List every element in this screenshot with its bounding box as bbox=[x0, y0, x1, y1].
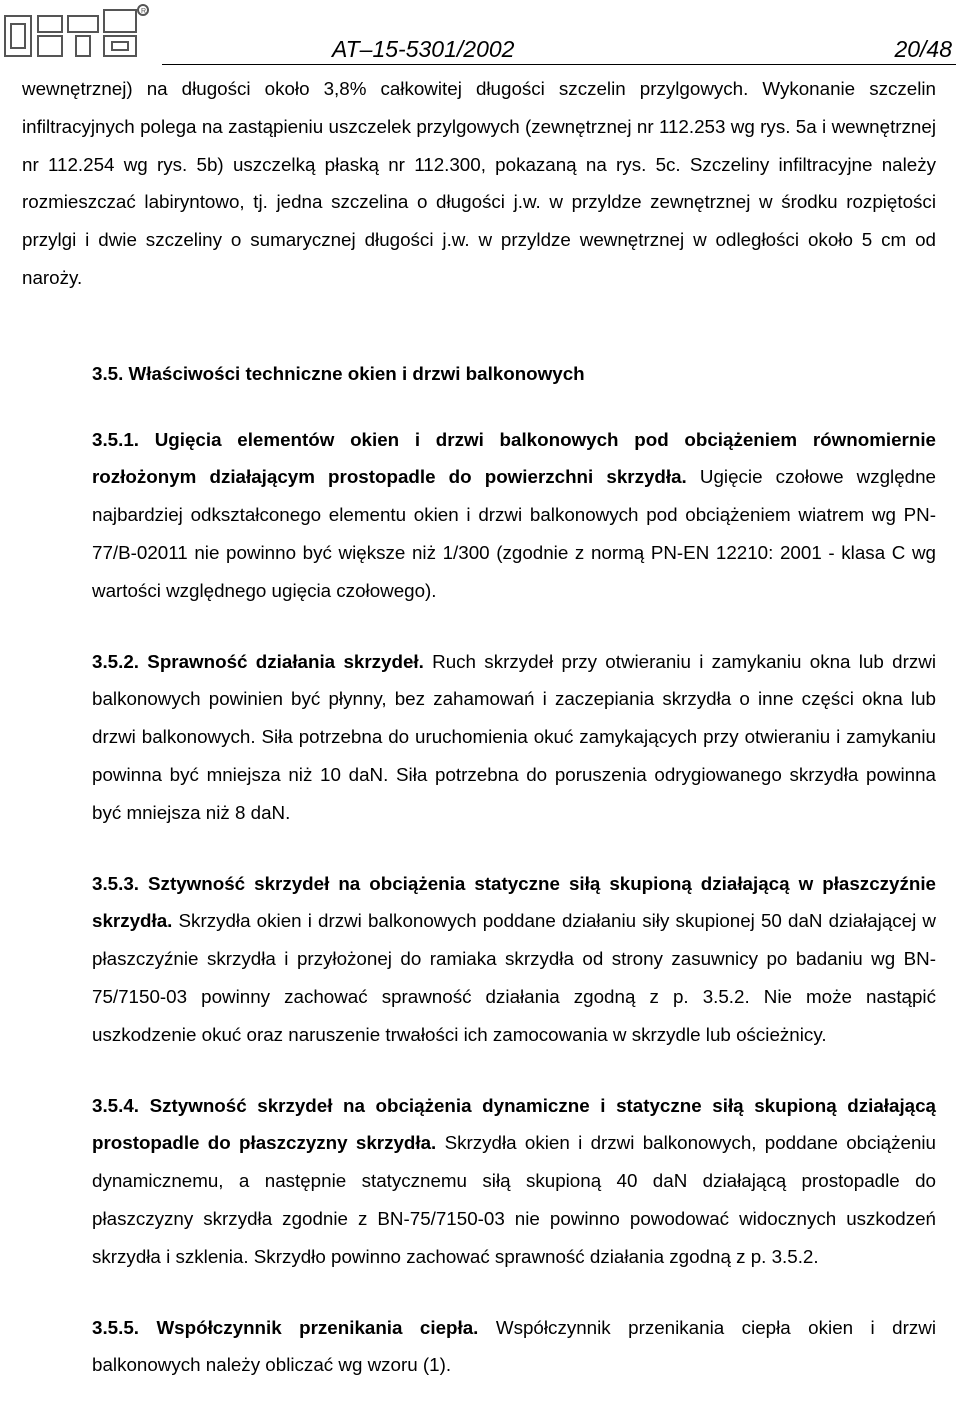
document-body bbox=[22, 70, 936, 1384]
section-3-5-5 bbox=[22, 1309, 936, 1385]
document-id: AT–15-5301/2002 bbox=[332, 36, 515, 62]
text-3-5-1: Ugięcie czołowe względne najbardziej odkształconego elementu okien i drzwi balkonowych pod obciążeniem wiatrem wg PN-77/B-02011 nie powinno być większe niż 1/300 (zgodnie z normą PN-EN 12210: 2001 - klasa C wg wartości względnego ugięcia czołowego). bbox=[92, 466, 936, 601]
heading-3-5-2: 3.5.2. Sprawność działania skrzydeł. bbox=[92, 650, 424, 672]
page-number: 20/48 bbox=[894, 36, 952, 62]
heading-3-5-5: 3.5.5. Współczynnik przenikania ciepła. bbox=[92, 1316, 479, 1338]
text-3-5-4: Skrzydła okien i drzwi balkonowych, poddane obciążeniu dynamicznemu, a następnie statycznemu siłą skupioną 40 daN działającą prostopadle do płaszczyzny skrzydła zgodnie z BN-75/7150-03 nie powinno powodować widocznych uszkodzeń skrzydła i szklenia. Skrzydło powinno zachować sprawność działania zgodną z p. 3.5.2. bbox=[92, 1132, 937, 1267]
page-header bbox=[0, 0, 960, 70]
section-3-5-4 bbox=[22, 1087, 936, 1276]
text-3-5-2: Ruch skrzydeł przy otwieraniu i zamykaniu okna lub drzwi balkonowych powinien być płynny, bez zahamowań i zaczepiania skrzydła o inne części okna lub drzwi balkonowych. Siła potrzebna do uruchomienia okuć zamykających przy otwieraniu i zamykaniu powinna być mniejsza niż 10 daN. Siła potrzebna do poruszenia odrygiowanego skrzydła powinna być mniejsza niż 8 daN. bbox=[92, 650, 936, 823]
heading-3-5-3: 3.5.3. Sztywność skrzydeł na obciążenia statyczne siłą skupioną działającą w płaszczyźnie skrzydła. bbox=[92, 872, 936, 932]
heading-3-5-4: 3.5.4. Sztywność skrzydeł na obciążenia dynamiczne i statyczne siłą skupioną działającą prostopadle do płaszczyzny skrzydła. bbox=[92, 1094, 936, 1154]
section-3-5-2 bbox=[22, 643, 936, 832]
itb-logo bbox=[2, 2, 150, 62]
text-3-5-5: Współczynnik przenikania ciepła okien i drzwi balkonowych należy obliczać wg wzoru (1). bbox=[92, 1316, 936, 1376]
header-rule bbox=[162, 64, 956, 65]
section-heading: 3.5. Właściwości techniczne okien i drzwi balkonowych bbox=[92, 362, 585, 384]
svg-text:R: R bbox=[141, 8, 147, 15]
heading-3-5-1: 3.5.1. Ugięcia elementów okien i drzwi balkonowych pod obciążeniem równomiernie rozłożonym działającym prostopadle do powierzchni skrzydła. bbox=[92, 428, 936, 488]
text-3-5-3: Skrzydła okien i drzwi balkonowych poddane działaniu siły skupionej 50 daN działającej w płaszczyźnie skrzydła i przyłożonej do ramiaka skrzydła od strony zasuwnicy po badaniu wg BN-75/7150-03 powinny zachować sprawność działania zgodną z p. 3.5.2. Nie może nastąpić uszkodzenie okuć oraz naruszenie trwałości ich zamocowania w skrzydle lub ościeżnicy. bbox=[92, 910, 936, 1045]
paragraph-intro: wewnętrznej) na długości około 3,8% całkowitej długości szczelin przylgowych. Wykonanie szczelin infiltracyjnych polega na zastąpieniu uszczelek przylgowych (zewnętrznej nr 112.253 wg rys. 5a i wewnętrznej nr 112.254 wg rys. 5b) uszczelką płaską nr 112.300, pokazaną na rys. 5c. Szczeliny infiltracyjne należy rozmieszczać labiryntowo, tj. jedna szczelina o długości j.w. w przyldze zewnętrznej w środku rozpiętości przylgi i dwie szczeliny o sumarycznej długości j.w. w przyldze wewnętrznej w odległości około 5 cm od naroży. bbox=[22, 78, 936, 288]
section-3-5-3 bbox=[22, 865, 936, 1054]
section-3-5-1 bbox=[22, 421, 936, 610]
